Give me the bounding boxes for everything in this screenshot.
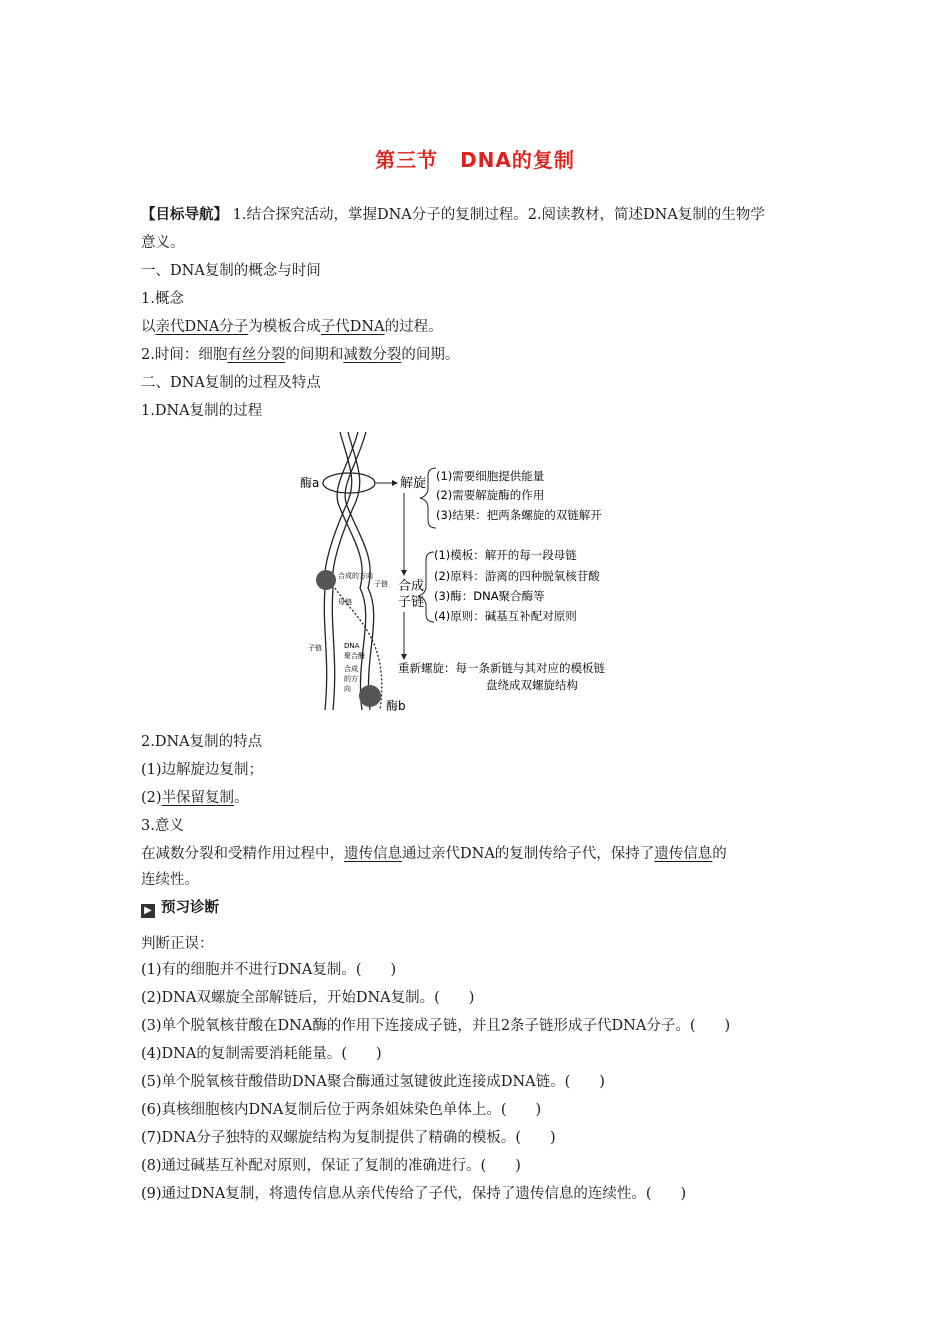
preview-prompt: 判断正误：: [141, 936, 214, 952]
answer-blank: 遗传信息: [344, 846, 402, 862]
preview-label: 预习诊断: [161, 900, 219, 916]
answer-blank: 有丝分裂: [227, 347, 286, 363]
answer-blank: 遗传信息: [654, 846, 713, 862]
dna-replication-diagram: [300, 428, 640, 718]
answer-blank: 半保留复制: [161, 790, 235, 806]
features-heading: 2.DNA复制的特点: [141, 734, 263, 750]
concept-heading: 1.概念: [141, 291, 184, 307]
feature-2: [141, 788, 249, 808]
small-label: DNA: [344, 642, 360, 650]
unwind-item-2: (2)需要解旋酶的作用: [436, 488, 545, 502]
enzyme-b-sphere: [359, 685, 381, 707]
rewind-line-2: 盘绕成双螺旋结构: [486, 678, 578, 692]
judgment-item: (1)有的细胞并不进行DNA复制。( ): [141, 962, 397, 978]
time-text: [141, 345, 459, 365]
small-label: 合成的方向: [338, 572, 373, 580]
text-run: 通过亲代DNA的复制传给子代，保持了: [402, 846, 655, 862]
goal-text-1: 1.结合探究活动，掌握DNA分子的复制过程。2.阅读教材，简述DNA复制的生物学: [228, 207, 765, 223]
text-run: (2): [141, 790, 162, 806]
rewind-line-1: 重新螺旋：每一条新链与其对应的模板链: [398, 661, 605, 675]
judgment-item: (9)通过DNA复制，将遗传信息从亲代传给了子代，保持了遗传信息的连续性。( ): [141, 1186, 687, 1202]
small-label: 向: [344, 685, 351, 693]
section-title: DNA的复制: [460, 148, 575, 172]
unwind-label: 解旋: [400, 476, 427, 491]
text-run: 。: [234, 790, 249, 806]
enzyme-sphere: [316, 570, 336, 590]
meaning-line-1: [141, 844, 727, 864]
answer-blank: 减数分裂: [343, 347, 402, 363]
preview-heading: [141, 898, 219, 918]
play-icon: ▶: [141, 904, 155, 918]
small-label: 子链: [308, 644, 322, 652]
meaning-line-2: 连续性。: [141, 872, 199, 888]
section-number: 第三节: [375, 148, 439, 172]
sec1-heading: 一、DNA复制的概念与时间: [141, 263, 321, 279]
page-title: [0, 144, 950, 173]
synth-item-3: (3)酶：DNA聚合酶等: [434, 589, 545, 603]
unwind-item-1: (1)需要细胞提供能量: [436, 469, 545, 483]
judgment-item: (4)DNA的复制需要消耗能量。( ): [141, 1046, 382, 1062]
sec2-heading: 二、DNA复制的过程及特点: [141, 375, 321, 391]
enzyme-b-label: 酶b: [386, 699, 406, 713]
text-run: 的: [712, 846, 727, 862]
judgment-item: (6)真核细胞核内DNA复制后位于两条姐妹染色单体上。( ): [141, 1102, 542, 1118]
goal-label: 【目标导航】: [141, 206, 228, 223]
synth-item-4: (4)原则：碱基互补配对原则: [434, 609, 577, 623]
answer-blank: 子代DNA: [320, 319, 385, 335]
text-run: 以: [141, 319, 156, 335]
small-label: 聚合酶: [344, 652, 365, 660]
judgment-item: (2)DNA双螺旋全部解链后，开始DNA复制。( ): [141, 990, 475, 1006]
text-run: 的过程。: [384, 319, 443, 335]
goal-line-2: 意义。: [141, 235, 185, 251]
synth-label-2: 子链: [398, 595, 425, 610]
answer-blank: 亲代DNA分子: [155, 319, 249, 335]
synth-label-1: 合成: [398, 579, 425, 594]
text-run: 2.时间：细胞: [141, 347, 228, 363]
unwind-item-3: (3)结果：把两条螺旋的双链解开: [436, 508, 602, 522]
text-run: 的间期和: [285, 347, 344, 363]
judgment-item: (3)单个脱氧核苷酸在DNA酶的作用下连接成子链，并且2条子链形成子代DNA分子。( ): [141, 1018, 731, 1034]
enzyme-a-label: 酶a: [300, 476, 320, 490]
small-label: 子链: [374, 580, 388, 588]
text-run: 的间期。: [401, 347, 460, 363]
judgment-item: (8)通过碱基互补配对原则，保证了复制的准确进行。( ): [141, 1158, 521, 1174]
meaning-heading: 3.意义: [141, 818, 184, 834]
judgment-item: (7)DNA分子独特的双螺旋结构为复制提供了精确的模板。( ): [141, 1130, 556, 1146]
small-label: 的方: [344, 675, 358, 683]
small-label: 母链: [338, 598, 352, 606]
concept-text: [141, 317, 443, 337]
text-run: 为模板合成: [248, 319, 321, 335]
text-run: 在减数分裂和受精作用过程中，: [141, 846, 344, 862]
judgment-item: (5)单个脱氧核苷酸借助DNA聚合酶通过氢键彼此连接成DNA链。( ): [141, 1074, 605, 1090]
synth-item-2: (2)原料：游离的四种脱氧核苷酸: [434, 569, 600, 583]
small-label: 合成: [344, 665, 358, 673]
feature-1: (1)边解旋边复制；: [141, 762, 264, 778]
synth-item-1: (1)模板：解开的每一段母链: [434, 548, 577, 562]
process-heading: 1.DNA复制的过程: [141, 403, 263, 419]
goal-line-1: [141, 205, 765, 225]
